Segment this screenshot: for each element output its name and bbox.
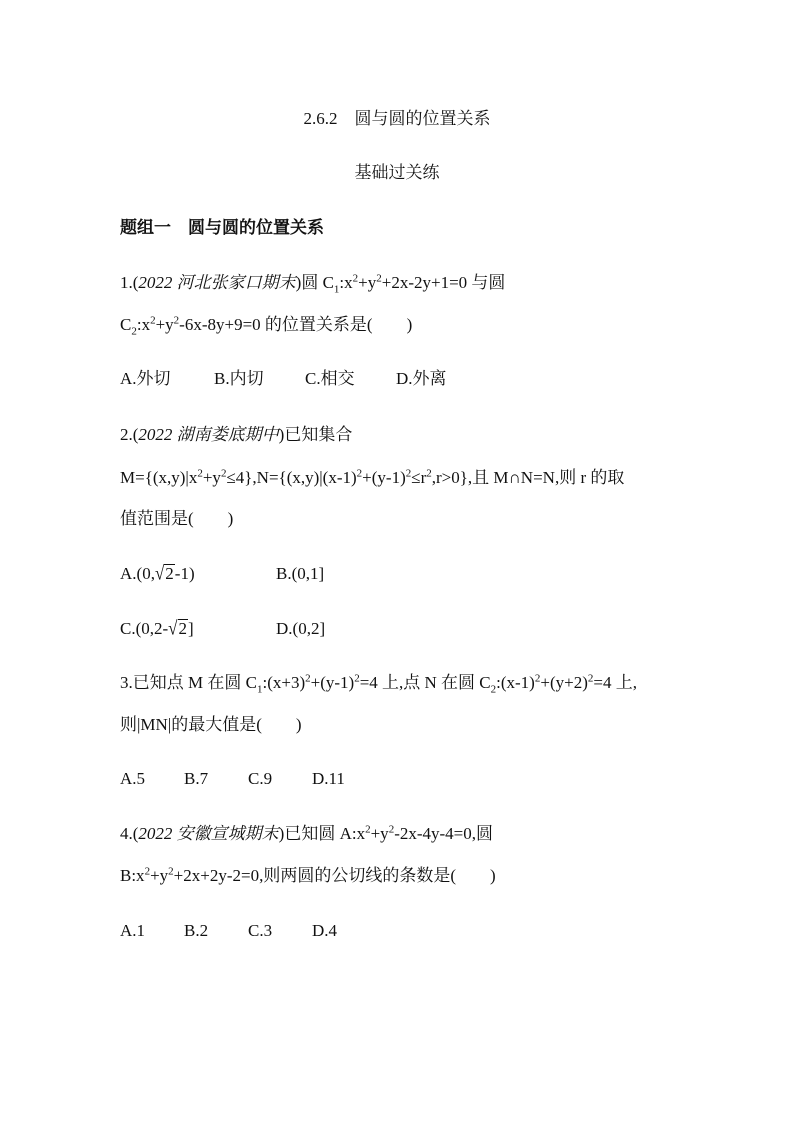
question-2-option-a: A.(0,√2-1)	[120, 563, 276, 585]
question-3-line-1: 3.已知点 M 在圆 $C_1:(x+3)^2+(y-1)^2=4$ 上,点 N 在圆 $C_2:(x-1)^2+(y+2)^2=4$ 上,	[120, 672, 637, 696]
section-subtitle: 基础过关练	[354, 163, 440, 182]
question-1-option-d: D.外离	[396, 369, 447, 388]
question-2-option-c: C.(0,2-√2]	[120, 618, 276, 640]
question-1-option-c: C.相交	[305, 369, 355, 388]
question-4-line-2: $B:x^2+y^2+2x+2y-2=0$,则两圆的公切线的条数是( )	[120, 865, 496, 885]
question-2-line-2: $M=\{(x,y)|x^2+y^2\le 4\},N=\{(x,y)|(x-1)^2+(y-1)^2\le r^2,r>0\}$,且 M∩N=N,则 r 的取	[120, 467, 625, 487]
question-4-line-1: 4.(2022 安徽宣城期末)已知圆 $A:x^2+y^2-2x-4y-4=0$,圆	[120, 823, 494, 843]
question-4-option-a: A.1	[120, 921, 146, 940]
question-1-option-a: A.外切	[120, 369, 171, 388]
question-4-source: 2022 安徽宣城期末	[138, 824, 279, 843]
question-2-option-d: D.(0,2]	[276, 619, 326, 638]
question-3-options	[120, 768, 345, 790]
question-2-options-row-2	[120, 618, 325, 640]
question-1-source: 2022 河北张家口期末	[138, 273, 296, 292]
question-1-line-2: $C_2:x^2+y^2-6x-8y+9=0$ 的位置关系是( )	[120, 314, 413, 338]
question-2-options-row-1	[120, 563, 324, 585]
question-2-option-b: B.(0,1]	[276, 564, 325, 583]
question-4-option-b: B.2	[184, 921, 209, 940]
question-2-source: 2022 湖南娄底期中	[138, 425, 279, 444]
question-3-option-d: D.11	[312, 769, 345, 788]
sqrt-symbol: √	[154, 562, 165, 585]
question-1-option-b: B.内切	[214, 369, 264, 388]
question-3-option-a: A.5	[120, 769, 146, 788]
sqrt-symbol: √	[168, 617, 178, 640]
section-title: 2.6.2 圆与圆的位置关系	[303, 109, 491, 128]
question-4-options	[120, 920, 337, 942]
question-4-option-d: D.4	[312, 921, 338, 940]
question-2-line-3: 值范围是( )	[120, 509, 234, 528]
question-3-option-b: B.7	[184, 769, 209, 788]
group-title: 题组一 圆与圆的位置关系	[120, 218, 324, 237]
question-3-line-2: 则|MN|的最大值是( )	[120, 715, 302, 734]
question-2-line-1: 2.(2022 湖南娄底期中)已知集合	[120, 425, 353, 444]
question-1-line-1: 1.(2022 河北张家口期末)圆 $C_1:x^2+y^2+2x-2y+1=0$ 与圆	[120, 272, 506, 296]
question-4-option-c: C.3	[248, 921, 273, 940]
question-1-options	[120, 368, 447, 390]
question-3-option-c: C.9	[248, 769, 273, 788]
